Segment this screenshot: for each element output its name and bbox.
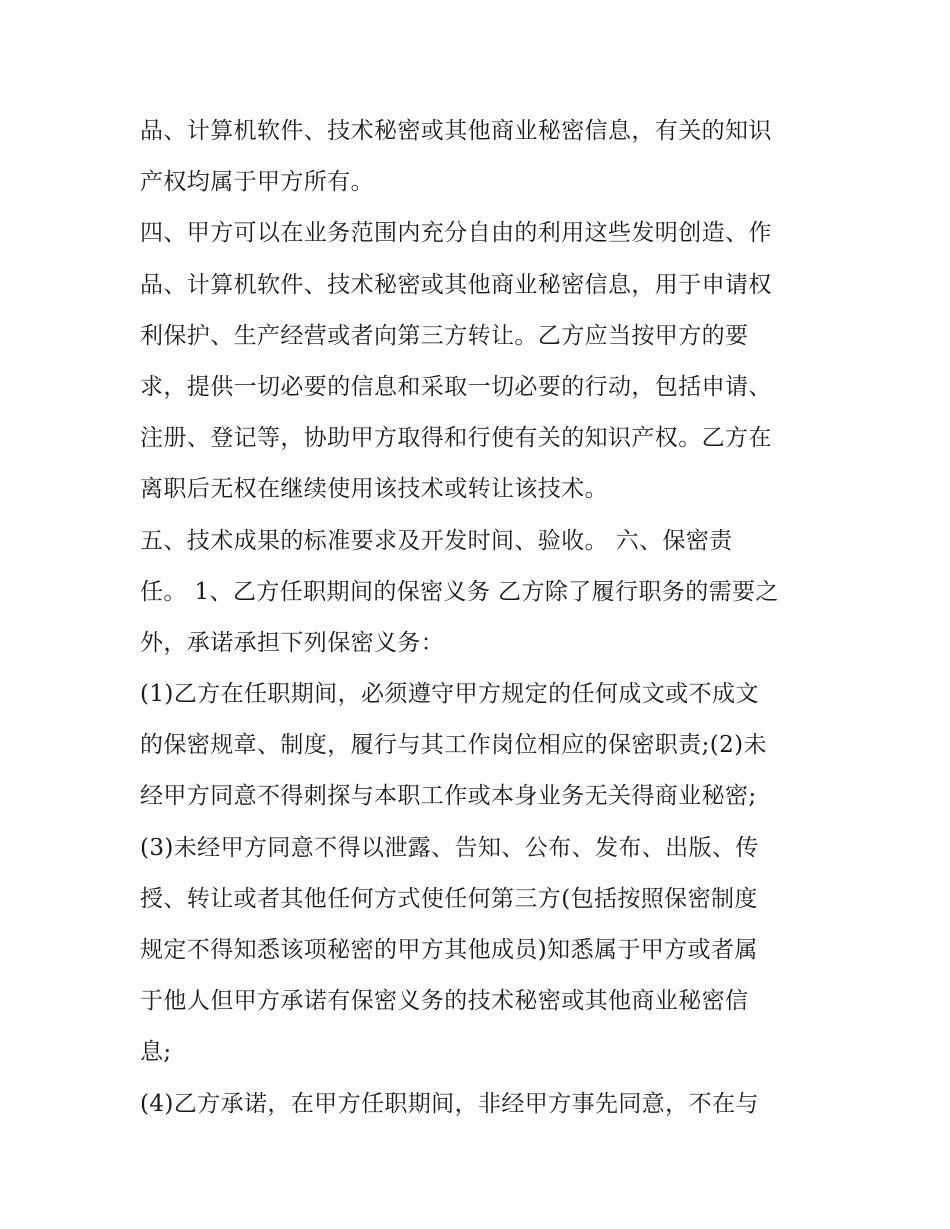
text-line: 五、技术成果的标准要求及开发时间、验收。 六、保密责 [140,527,733,554]
text-line: 规定不得知悉该项秘密的甲方其他成员)知悉属于甲方或者属 [140,937,758,963]
text-line: 外，承诺承担下列保密义务： [140,629,445,656]
text-line: 息; [140,1039,172,1066]
document-body [140,106,820,1130]
text-line: 品、计算机软件、技术秘密或其他商业秘密信息，有关的知识 [140,118,772,144]
text-line: 产权均属于甲方所有。 [140,169,374,196]
text-line: 离职后无权在继续使用该技术或转让该技术。 [140,476,608,503]
text-line: (1)乙方在任职期间，必须遵守甲方规定的任何成文或不成文 [140,681,759,708]
text-line: 品、计算机软件、技术秘密或其他商业秘密信息，用于申请权 [140,271,772,298]
text-line: 求，提供一切必要的信息和采取一切必要的行动，包括申请、 [140,373,772,400]
text-line: 注册、登记等，协助甲方取得和行使有关的知识产权。乙方在 [140,425,772,452]
text-line: 于他人但甲方承诺有保密义务的技术秘密或其他商业秘密信 [140,988,749,1015]
text-line: 四、甲方可以在业务范围内充分自由的利用这些发明创造、作 [140,220,772,247]
text-line: 任。 1、乙方任职期间的保密义务 乙方除了履行职务的需要之 [140,578,779,605]
text-line: (4)乙方承诺，在甲方任职期间，非经甲方事先同意，不在与 [140,1090,759,1117]
text-line: (3)未经甲方同意不得以泄露、告知、公布、发布、出版、传 [140,834,759,861]
text-line: 经甲方同意不得刺探与本职工作或本身业务无关得商业秘密; [140,783,757,810]
text-line: 利保护、生产经营或者向第三方转让。乙方应当按甲方的要 [140,322,749,349]
text-line: 的保密规章、制度，履行与其工作岗位相应的保密职责;(2)未 [140,732,767,759]
text-line: 授、转让或者其他任何方式使任何第三方(包括按照保密制度 [140,885,758,912]
